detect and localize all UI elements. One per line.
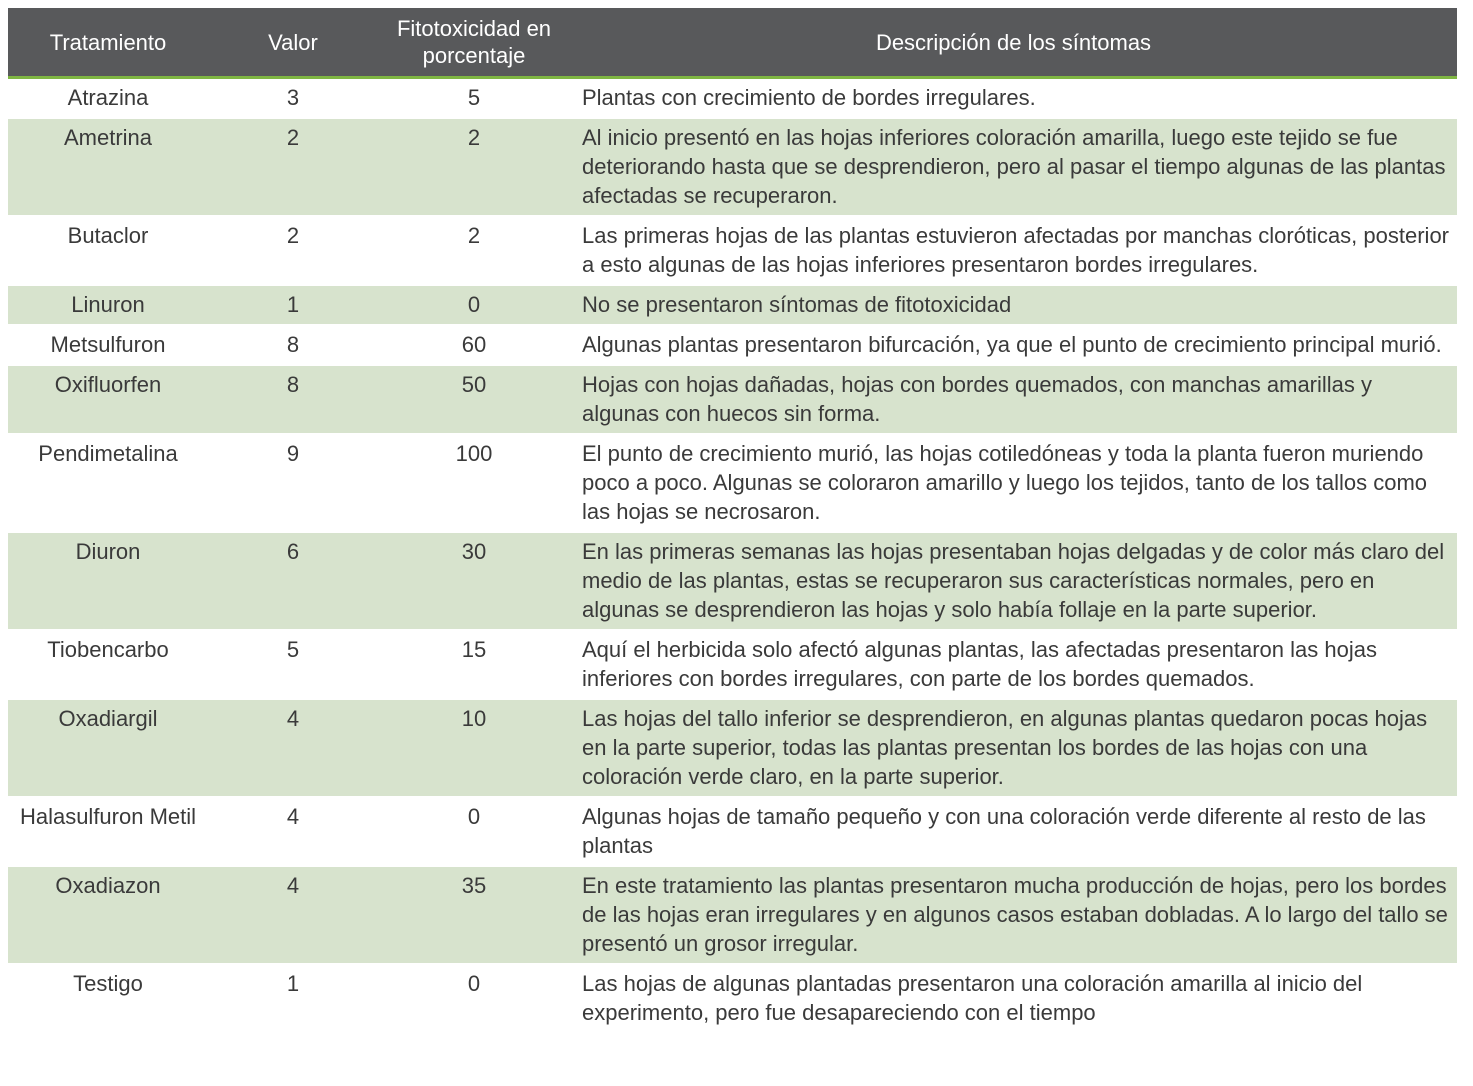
cell-valor: 4	[286, 804, 300, 829]
table-row	[8, 285, 1457, 325]
cell-fitotoxicidad: 2	[467, 125, 481, 150]
cell-descripcion: Al inicio presentó en las hojas inferiores coloración amarilla, luego este tejido se fue deteriorando hasta que se desprendieron, pero al pasar el tiempo algunas de las plantas afectadas se recuperaron.	[582, 125, 1446, 208]
table-container	[8, 8, 1457, 1034]
cell-valor: 9	[286, 441, 300, 466]
cell-fitotoxicidad: 0	[467, 804, 481, 829]
table-row	[8, 797, 1457, 866]
cell-descripcion: En las primeras semanas las hojas presentaban hojas delgadas y de color más claro del medio de las plantas, estas se recuperaron sus características normales, pero en algunas se desprendieron las hojas y solo había follaje en la parte superior.	[582, 539, 1445, 622]
cell-fitotoxicidad: 0	[467, 292, 481, 317]
cell-tratamiento: Oxadiargil	[58, 706, 158, 731]
cell-descripcion: Hojas con hojas dañadas, hojas con bordes quemados, con manchas amarillas y algunas con huecos sin forma.	[582, 372, 1373, 426]
cell-descripcion: Las primeras hojas de las plantas estuvieron afectadas por manchas cloróticas, posterior a esto algunas de las hojas inferiores presentaron bordes irregulares.	[582, 223, 1450, 277]
header-tratamiento: Tratamiento	[49, 29, 167, 55]
cell-tratamiento: Linuron	[71, 292, 145, 317]
cell-tratamiento: Atrazina	[67, 85, 149, 110]
table-row	[8, 118, 1457, 216]
table-body	[8, 78, 1457, 1034]
cell-fitotoxicidad: 5	[467, 85, 481, 110]
cell-descripcion: Plantas con crecimiento de bordes irregulares.	[582, 85, 1036, 110]
cell-fitotoxicidad: 60	[461, 332, 487, 357]
cell-tratamiento: Pendimetalina	[38, 441, 178, 466]
cell-tratamiento: Testigo	[73, 971, 143, 996]
cell-valor: 1	[286, 292, 300, 317]
cell-fitotoxicidad: 15	[461, 637, 487, 662]
cell-fitotoxicidad: 100	[455, 441, 493, 466]
header-valor: Valor	[268, 29, 318, 55]
cell-valor: 8	[286, 372, 300, 397]
cell-valor: 4	[286, 706, 300, 731]
cell-fitotoxicidad: 30	[461, 539, 487, 564]
table-row	[8, 866, 1457, 964]
table-row	[8, 630, 1457, 699]
cell-descripcion: El punto de crecimiento murió, las hojas cotiledóneas y toda la planta fueron muriendo poco a poco. Algunas se coloraron amarillo y luego los tejidos, tanto de los tallos como las hojas se necrosaron.	[582, 441, 1428, 524]
cell-fitotoxicidad: 2	[467, 223, 481, 248]
cell-tratamiento: Oxadiazon	[55, 873, 161, 898]
table-row	[8, 532, 1457, 630]
table-row	[8, 699, 1457, 797]
table-row	[8, 78, 1457, 119]
cell-fitotoxicidad: 35	[461, 873, 487, 898]
cell-valor: 4	[286, 873, 300, 898]
cell-valor: 8	[286, 332, 300, 357]
cell-tratamiento: Tiobencarbo	[47, 637, 169, 662]
cell-valor: 1	[286, 971, 300, 996]
cell-valor: 3	[286, 85, 300, 110]
cell-descripcion: En este tratamiento las plantas presentaron mucha producción de hojas, pero los bordes de las hojas eran irregulares y en algunos casos estaban dobladas. A lo largo del tallo se presentó un grosor irregular.	[582, 873, 1448, 956]
header-row	[8, 8, 1457, 78]
cell-tratamiento: Oxifluorfen	[54, 372, 162, 397]
cell-tratamiento: Metsulfuron	[50, 332, 166, 357]
phytotoxicity-table	[8, 8, 1457, 1034]
table-row	[8, 434, 1457, 532]
cell-tratamiento: Halasulfuron Metil	[19, 804, 197, 829]
cell-valor: 6	[286, 539, 300, 564]
cell-fitotoxicidad: 0	[467, 971, 481, 996]
table-header	[8, 8, 1457, 78]
cell-descripcion: Las hojas de algunas plantadas presentaron una coloración amarilla al inicio del experimento, pero fue desapareciendo con el tiempo	[582, 971, 1363, 1025]
cell-fitotoxicidad: 50	[461, 372, 487, 397]
cell-descripcion: Algunas hojas de tamaño pequeño y con una coloración verde diferente al resto de las plantas	[582, 804, 1426, 858]
cell-valor: 2	[286, 125, 300, 150]
cell-descripcion: No se presentaron síntomas de fitotoxicidad	[582, 292, 1012, 317]
cell-descripcion: Aquí el herbicida solo afectó algunas plantas, las afectadas presentaron las hojas inferiores con bordes irregulares, con parte de los bordes quemados.	[582, 637, 1377, 691]
cell-tratamiento: Ametrina	[63, 125, 153, 150]
table-row	[8, 365, 1457, 434]
cell-descripcion: Las hojas del tallo inferior se desprendieron, en algunas plantas quedaron pocas hojas en la parte superior, todas las plantas presentan los bordes de las hojas con una coloración verde claro, en la parte superior.	[582, 706, 1428, 789]
cell-fitotoxicidad: 10	[461, 706, 487, 731]
cell-descripcion: Algunas plantas presentaron bifurcación, ya que el punto de crecimiento principal murió.	[582, 332, 1442, 357]
cell-valor: 5	[286, 637, 300, 662]
table-row	[8, 964, 1457, 1033]
cell-valor: 2	[286, 223, 300, 248]
cell-tratamiento: Butaclor	[67, 223, 149, 248]
header-descripcion: Descripción de los síntomas	[875, 29, 1152, 55]
table-row	[8, 216, 1457, 285]
cell-tratamiento: Diuron	[75, 539, 141, 564]
header-fitotoxicidad: Fitotoxicidad en porcentaje	[396, 16, 552, 68]
table-row	[8, 325, 1457, 365]
